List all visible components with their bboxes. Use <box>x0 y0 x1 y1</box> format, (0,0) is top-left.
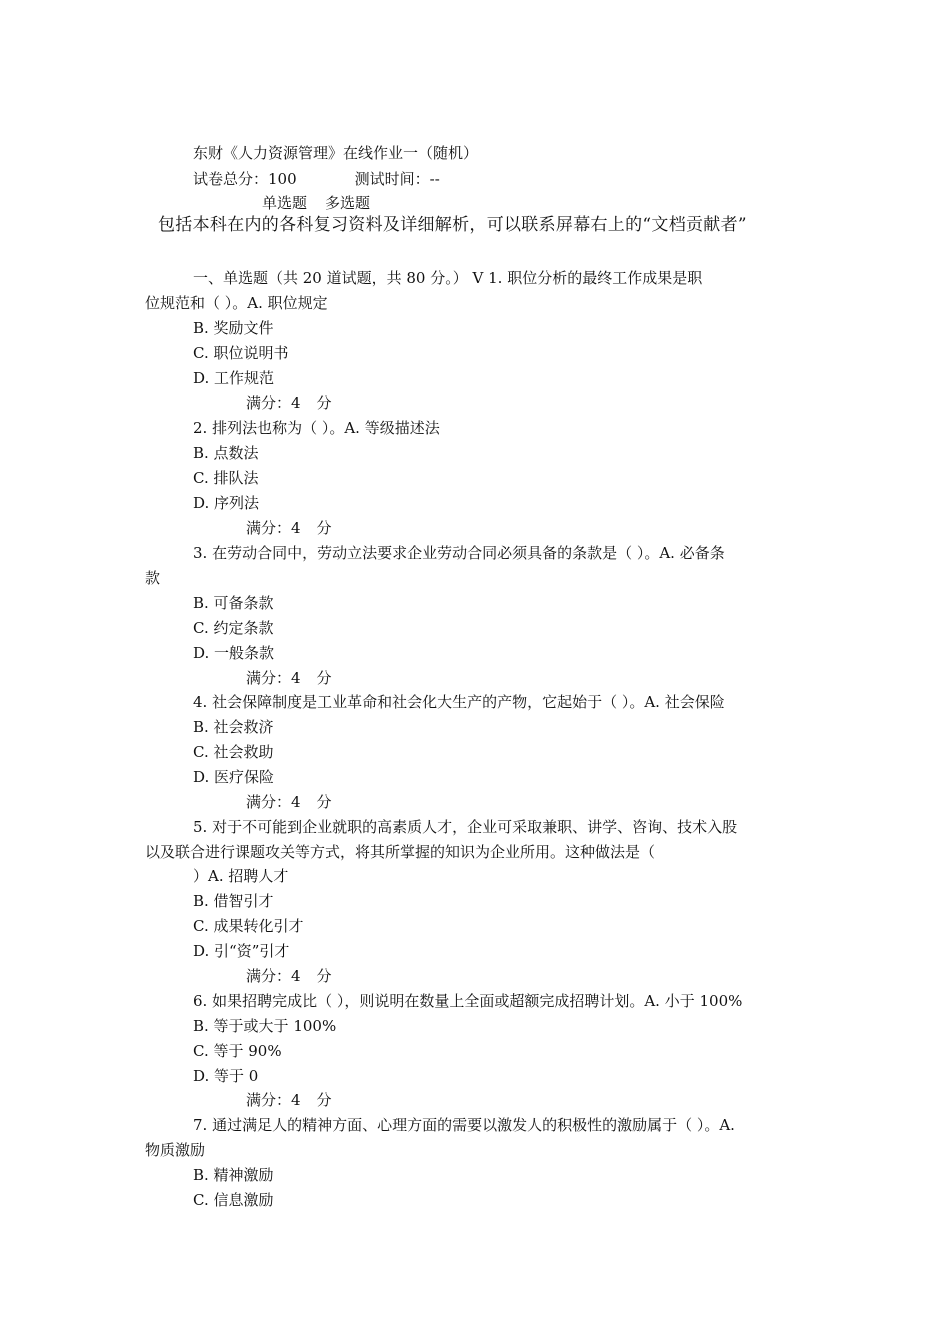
question-4: 4. 社会保障制度是工业革命和社会化大生产的产物，它起始于（ ）。A. 社会保险 <box>193 693 725 711</box>
option-d: D. 引“资”引才 <box>193 942 290 960</box>
question-7: 7. 通过满足人的精神方面、心理方面的需要以激发人的积极性的激励属于（ ）。A. <box>193 1116 735 1134</box>
exam-info <box>193 169 440 189</box>
option-b: B. 奖励文件 <box>193 319 274 337</box>
option-c: C. 信息激励 <box>193 1191 274 1209</box>
question-3-cont: 款 <box>145 569 161 587</box>
question-6: 6. 如果招聘完成比（ ），则说明在数量上全面或超额完成招聘计划。A. 小于 100% <box>193 992 743 1010</box>
option-d: D. 一般条款 <box>193 644 275 662</box>
question-3: 3. 在劳动合同中，劳动立法要求企业劳动合同必须具备的条款是（ ）。A. 必备条 <box>193 544 725 562</box>
doc-title: 东财《人力资源管理》在线作业一（随机） <box>193 144 479 162</box>
score-line: 满分：4 分 <box>246 519 332 537</box>
option-c: C. 排队法 <box>193 469 259 487</box>
question-5-cont: ）A. 招聘人才 <box>193 867 289 885</box>
question-5-cont: 以及联合进行课题攻关等方式，将其所掌握的知识为企业所用。这种做法是（ <box>145 843 656 861</box>
option-b: B. 等于或大于 100% <box>193 1017 337 1035</box>
total-score: 试卷总分：100 <box>193 170 297 188</box>
question-5: 5. 对于不可能到企业就职的高素质人才，企业可采取兼职、讲学、咨询、技术入股 <box>193 818 738 836</box>
option-d: D. 工作规范 <box>193 369 275 387</box>
option-b: B. 点数法 <box>193 444 259 462</box>
option-c: C. 约定条款 <box>193 619 274 637</box>
section-heading-q1: 一、单选题（共 20 道试题，共 80 分。） V 1. 职位分析的最终工作成果是职 <box>193 269 703 287</box>
score-line: 满分：4 分 <box>246 394 332 412</box>
option-b: B. 社会救济 <box>193 718 274 736</box>
option-b: B. 精神激励 <box>193 1166 274 1184</box>
option-d: D. 医疗保险 <box>193 768 275 786</box>
option-b: B. 借智引才 <box>193 892 274 910</box>
score-line: 满分：4 分 <box>246 793 332 811</box>
score-line: 满分：4 分 <box>246 669 332 687</box>
score-line: 满分：4 分 <box>246 967 332 985</box>
option-c: C. 职位说明书 <box>193 344 289 362</box>
question-2: 2. 排列法也称为（ ）。A. 等级描述法 <box>193 419 440 437</box>
option-b: B. 可备条款 <box>193 594 274 612</box>
question-7-cont: 物质激励 <box>145 1141 206 1159</box>
test-time: 测试时间：-- <box>354 170 440 188</box>
question-type-tabs <box>262 193 370 213</box>
option-c: C. 成果转化引才 <box>193 917 304 935</box>
contact-notice: 包括本科在内的各科复习资料及详细解析，可以联系屏幕右上的“文档贡献者” <box>158 215 747 235</box>
option-c: C. 等于 90% <box>193 1042 282 1060</box>
question-1-cont: 位规范和（ ）。A. 职位规定 <box>145 294 328 312</box>
option-d: D. 序列法 <box>193 494 260 512</box>
tab-multiple-choice[interactable]: 多选题 <box>325 194 371 212</box>
option-c: C. 社会救助 <box>193 743 274 761</box>
tab-single-choice[interactable]: 单选题 <box>262 194 308 212</box>
option-d: D. 等于 0 <box>193 1067 259 1085</box>
score-line: 满分：4 分 <box>246 1091 332 1109</box>
